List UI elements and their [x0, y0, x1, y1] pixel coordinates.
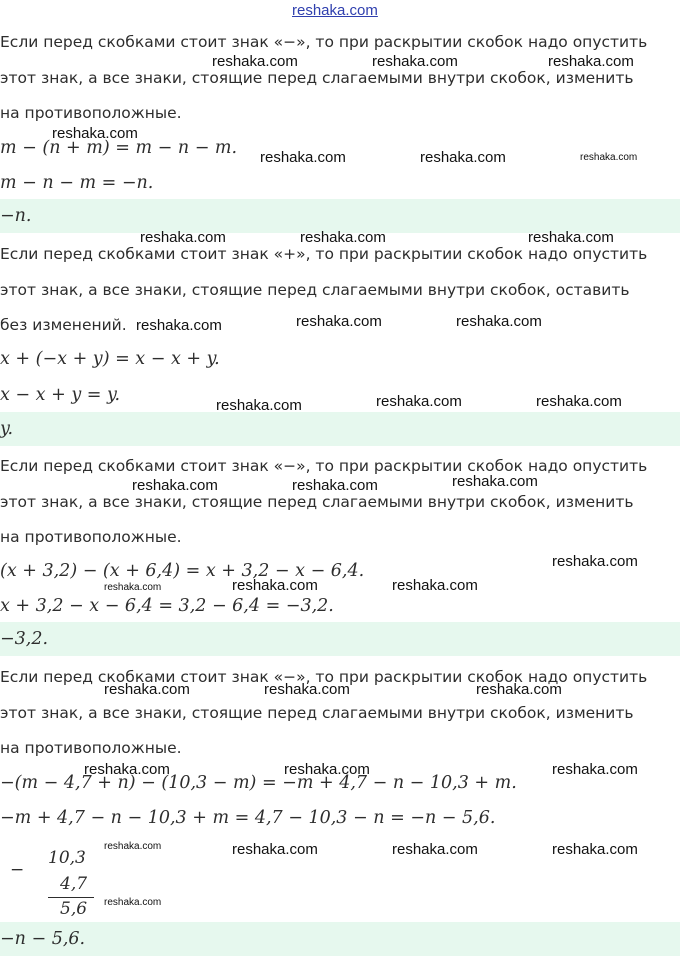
watermark: reshaka.com — [260, 149, 346, 166]
watermark: reshaka.com — [536, 393, 622, 410]
watermark: reshaka.com — [296, 313, 382, 330]
site-link[interactable]: reshaka.com — [292, 2, 378, 19]
equation: −(m − 4,7 + n) − (10,3 − m) = −m + 4,7 − n − 10,3 + m. — [0, 773, 517, 793]
watermark: reshaka.com — [212, 53, 298, 70]
column-divider-line — [48, 897, 94, 898]
rule-text-line: на противоположные. — [0, 104, 182, 122]
watermark: reshaka.com — [84, 761, 170, 778]
answer-text: y. — [0, 419, 14, 439]
answer-text: −n − 5,6. — [0, 929, 86, 949]
watermark: reshaka.com — [216, 397, 302, 414]
watermark: reshaka.com — [452, 473, 538, 490]
answer-band — [0, 412, 680, 446]
watermark: reshaka.com — [476, 681, 562, 698]
rule-text-line: без изменений. — [0, 316, 127, 334]
watermark: reshaka.com — [456, 313, 542, 330]
rule-text-line: Если перед скобками стоит знак «+», то при раскрытии скобок надо опустить — [0, 245, 648, 263]
rule-text-line: этот знак, а все знаки, стоящие перед слагаемыми внутри скобок, изменить — [0, 69, 634, 87]
rule-text-line: на противоположные. — [0, 528, 182, 546]
watermark: reshaka.com — [392, 577, 478, 594]
watermark: reshaka.com — [284, 761, 370, 778]
equation: m − (n + m) = m − n − m. — [0, 138, 238, 158]
equation: x − x + y = y. — [0, 385, 121, 405]
watermark: reshaka.com — [552, 841, 638, 858]
watermark: reshaka.com — [300, 229, 386, 246]
column-result: 5,6 — [60, 899, 88, 919]
column-subtraction-operator: − — [10, 860, 25, 880]
answer-band — [0, 199, 680, 233]
equation: m − n − m = −n. — [0, 173, 154, 193]
watermark: reshaka.com — [232, 841, 318, 858]
equation: x + 3,2 − x − 6,4 = 3,2 − 6,4 = −3,2. — [0, 596, 334, 616]
column-minuend: 10,3 — [48, 848, 86, 868]
watermark: reshaka.com — [376, 393, 462, 410]
equation: −m + 4,7 − n − 10,3 + m = 4,7 − 10,3 − n = −n − 5,6. — [0, 808, 496, 828]
watermark: reshaka.com — [232, 577, 318, 594]
watermark: reshaka.com — [528, 229, 614, 246]
watermark: reshaka.com — [552, 553, 638, 570]
watermark: reshaka.com — [104, 582, 162, 593]
equation: (x + 3,2) − (x + 6,4) = x + 3,2 − x − 6,4. — [0, 561, 365, 581]
column-subtrahend: 4,7 — [60, 874, 88, 894]
answer-band — [0, 622, 680, 656]
rule-text-line: этот знак, а все знаки, стоящие перед слагаемыми внутри скобок, оставить — [0, 281, 630, 299]
watermark: reshaka.com — [52, 125, 138, 142]
watermark: reshaka.com — [140, 229, 226, 246]
watermark: reshaka.com — [104, 841, 162, 852]
answer-text: −n. — [0, 206, 32, 226]
rule-text-line: этот знак, а все знаки, стоящие перед слагаемыми внутри скобок, изменить — [0, 704, 634, 722]
watermark: reshaka.com — [104, 897, 162, 908]
watermark: reshaka.com — [372, 53, 458, 70]
answer-band — [0, 922, 680, 956]
watermark: reshaka.com — [292, 477, 378, 494]
watermark: reshaka.com — [104, 681, 190, 698]
rule-text-line: на противоположные. — [0, 739, 182, 757]
watermark: reshaka.com — [548, 53, 634, 70]
answer-text: −3,2. — [0, 629, 49, 649]
rule-text-line: Если перед скобками стоит знак «−», то при раскрытии скобок надо опустить — [0, 33, 648, 51]
watermark: reshaka.com — [580, 152, 638, 163]
rule-text-line: этот знак, а все знаки, стоящие перед слагаемыми внутри скобок, изменить — [0, 493, 634, 511]
equation: x + (−x + y) = x − x + y. — [0, 349, 220, 369]
watermark: reshaka.com — [136, 317, 222, 334]
watermark: reshaka.com — [552, 761, 638, 778]
watermark: reshaka.com — [392, 841, 478, 858]
watermark: reshaka.com — [264, 681, 350, 698]
watermark: reshaka.com — [132, 477, 218, 494]
rule-text-line: Если перед скобками стоит знак «−», то при раскрытии скобок надо опустить — [0, 457, 648, 475]
rule-text-line: Если перед скобками стоит знак «−», то при раскрытии скобок надо опустить — [0, 668, 648, 686]
watermark: reshaka.com — [420, 149, 506, 166]
